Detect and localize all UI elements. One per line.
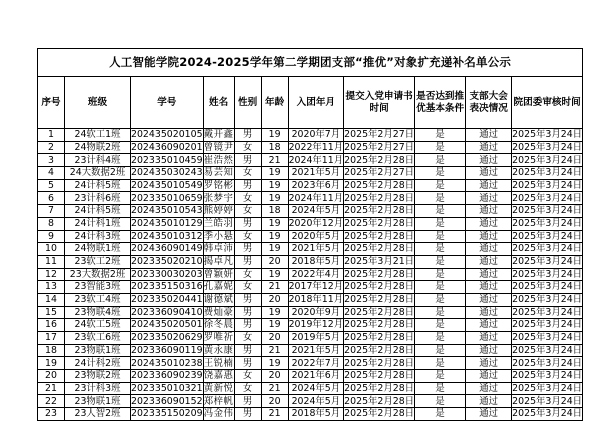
cell-age: 20 [261, 395, 288, 408]
table-body [38, 129, 583, 421]
cell-class: 24物联1班 [65, 243, 131, 256]
cell-name: 揭卓凡 [203, 256, 234, 268]
cell-name: 韩卓沛 [203, 243, 234, 255]
cell-application-date: 2025年2月28日 [344, 344, 415, 356]
cell-application-date: 2025年2月28日 [344, 357, 415, 369]
cell-class: 23物联1班 [65, 395, 131, 408]
table-row [38, 408, 583, 421]
cell-qualified: 是 [415, 217, 466, 230]
cell-student-id: 202435010543 [131, 205, 203, 217]
cell-name: 崔浩然 [203, 154, 234, 166]
cell-application-date: 2025年2月28日 [344, 154, 415, 166]
cell-gender: 男 [234, 129, 261, 142]
cell-review-date: 2025年3月24日 [512, 268, 583, 280]
cell-gender: 男 [234, 408, 261, 421]
table-row [38, 205, 583, 218]
cell-application-date: 2025年2月28日 [344, 332, 415, 344]
cell-age: 20 [261, 370, 288, 383]
cell-league-date: 2019年5月 [288, 332, 344, 345]
cell-seq: 21 [38, 382, 65, 395]
cell-vote-result: 通过 [466, 179, 512, 192]
cell-qualified: 是 [415, 395, 466, 408]
cell-league-date: 2018年5月 [288, 255, 344, 268]
table-row [38, 230, 583, 243]
cell-review-date: 2025年3月24日 [512, 370, 583, 382]
cell-vote-result: 通过 [466, 332, 512, 345]
table-row [38, 243, 583, 256]
cell-name: 兰皓羽 [203, 217, 234, 229]
cell-application-date: 2025年2月28日 [344, 294, 415, 306]
cell-class: 24软工1班 [65, 129, 131, 142]
cell-class: 24大数据2班 [65, 167, 131, 180]
cell-name: 徐冬晨 [203, 319, 234, 331]
cell-age: 18 [261, 141, 288, 154]
cell-student-id: 202336090410 [131, 306, 203, 318]
cell-application-date: 2025年2月28日 [344, 306, 415, 318]
cell-age: 21 [261, 382, 288, 395]
cell-student-id: 202335150316 [131, 281, 203, 293]
cell-application-date: 2025年2月28日 [344, 205, 415, 217]
cell-student-id: 202335150209 [131, 408, 203, 420]
cell-student-id: 202335010459 [131, 154, 203, 166]
cell-qualified: 是 [415, 357, 466, 370]
cell-league-date: 2020年12月 [288, 217, 344, 229]
cell-age: 21 [261, 344, 288, 357]
notice-sheet [37, 48, 583, 421]
cell-application-date: 2025年2月28日 [344, 230, 415, 242]
cell-league-date: 2022年11月 [288, 141, 344, 153]
cell-league-date: 2022年7月 [288, 357, 344, 370]
cell-league-date: 2021年5月 [288, 243, 344, 256]
cell-name: 曾颖妍 [203, 268, 234, 280]
cell-gender: 女 [234, 268, 261, 281]
cell-seq: 11 [38, 255, 65, 268]
cell-gender: 女 [234, 205, 261, 218]
cell-league-date: 2022年4月 [288, 268, 344, 281]
cell-seq: 13 [38, 281, 65, 294]
cell-student-id: 202335020441 [131, 294, 203, 306]
cell-review-date: 2025年3月24日 [512, 319, 583, 331]
cell-qualified: 是 [415, 344, 466, 357]
cell-seq: 16 [38, 319, 65, 332]
cell-seq: 15 [38, 306, 65, 319]
cell-application-date: 2025年2月28日 [344, 217, 415, 229]
cell-seq: 10 [38, 243, 65, 256]
cell-class: 23智能3班 [65, 281, 131, 294]
cell-qualified: 是 [415, 293, 466, 306]
cell-name: 季小悬 [203, 230, 234, 242]
cell-league-date: 2024年5月 [288, 382, 344, 395]
cell-age: 19 [261, 167, 288, 180]
cell-student-id: 202336090239 [131, 370, 203, 382]
cell-name: 郑梓帆 [203, 395, 234, 407]
cell-age: 21 [261, 408, 288, 421]
cell-name: 孔嘉妮 [203, 281, 234, 293]
cell-league-date: 2024年5月 [288, 205, 344, 218]
cell-application-date: 2025年2月28日 [344, 243, 415, 255]
cell-qualified: 是 [415, 408, 466, 421]
cell-age: 19 [261, 217, 288, 230]
cell-vote-result: 通过 [466, 243, 512, 256]
page-title: 人工智能学院2024-2025学年第二学期团支部“推优”对象扩充递补名单公示 [38, 49, 583, 77]
cell-name: 谢德斌 [203, 294, 234, 306]
cell-review-date: 2025年3月24日 [512, 243, 583, 255]
cell-league-date: 2023年6月 [288, 179, 344, 192]
cell-age: 21 [261, 281, 288, 294]
table-row [38, 370, 583, 383]
cell-application-date: 2025年2月28日 [344, 382, 415, 394]
cell-class: 23大数据2班 [65, 268, 131, 281]
cell-review-date: 2025年3月24日 [512, 129, 583, 141]
cell-review-date: 2025年3月24日 [512, 179, 583, 191]
table-row [38, 129, 583, 142]
cell-league-date: 2018年11月 [288, 294, 344, 306]
table-row [38, 293, 583, 306]
roster-table [37, 48, 583, 421]
cell-review-date: 2025年3月24日 [512, 167, 583, 179]
cell-qualified: 是 [415, 382, 466, 395]
cell-gender: 女 [234, 167, 261, 180]
cell-class: 24计科5班 [65, 179, 131, 192]
cell-age: 18 [261, 205, 288, 218]
table-row [38, 332, 583, 345]
cell-league-date: 2021年5月 [288, 344, 344, 357]
cell-name: 曾镜尹 [203, 141, 234, 153]
cell-application-date: 2025年2月27日 [344, 167, 415, 179]
cell-seq: 20 [38, 370, 65, 383]
cell-gender: 女 [234, 192, 261, 205]
table-row [38, 167, 583, 180]
table-row [38, 255, 583, 268]
cell-application-date: 2025年3月21日 [344, 256, 415, 268]
cell-class: 23物联2班 [65, 370, 131, 383]
cell-review-date: 2025年3月24日 [512, 217, 583, 229]
cell-age: 19 [261, 306, 288, 319]
table-row [38, 192, 583, 205]
column-header-league-date: 入团年月 [288, 77, 344, 129]
cell-gender: 女 [234, 281, 261, 294]
cell-student-id: 202436090149 [131, 243, 203, 255]
cell-review-date: 2025年3月24日 [512, 281, 583, 293]
cell-qualified: 是 [415, 370, 466, 383]
column-header-class: 班级 [65, 77, 131, 129]
cell-qualified: 是 [415, 255, 466, 268]
cell-seq: 19 [38, 357, 65, 370]
cell-class: 23软工4班 [65, 293, 131, 306]
cell-student-id: 202436090201 [131, 141, 203, 153]
cell-qualified: 是 [415, 129, 466, 142]
cell-gender: 男 [234, 217, 261, 230]
cell-review-date: 2025年3月24日 [512, 344, 583, 356]
cell-seq: 22 [38, 395, 65, 408]
cell-application-date: 2025年2月27日 [344, 141, 415, 153]
cell-gender: 男 [234, 243, 261, 256]
cell-class: 23人智2班 [65, 408, 131, 421]
cell-league-date: 2024年11月 [288, 154, 344, 166]
cell-league-date: 2021年6月 [288, 370, 344, 383]
cell-vote-result: 通过 [466, 395, 512, 408]
cell-age: 19 [261, 357, 288, 370]
cell-gender: 男 [234, 344, 261, 357]
cell-review-date: 2025年3月24日 [512, 332, 583, 344]
cell-vote-result: 通过 [466, 370, 512, 383]
cell-qualified: 是 [415, 179, 466, 192]
column-header-application-date: 提交入党申请书时间 [344, 77, 415, 129]
cell-class: 23计科6班 [65, 192, 131, 205]
cell-vote-result: 通过 [466, 205, 512, 218]
table-row [38, 179, 583, 192]
cell-name: 张梦宇 [203, 192, 234, 204]
cell-vote-result: 通过 [466, 281, 512, 294]
cell-gender: 男 [234, 179, 261, 192]
cell-qualified: 是 [415, 306, 466, 319]
table-row [38, 217, 583, 230]
cell-class: 24计科5班 [65, 205, 131, 218]
cell-class: 23物联1班 [65, 344, 131, 357]
cell-vote-result: 通过 [466, 408, 512, 421]
table-row [38, 357, 583, 370]
table-row [38, 344, 583, 357]
cell-student-id: 202335010659 [131, 192, 203, 204]
cell-student-id: 202330030203 [131, 268, 203, 280]
cell-age: 19 [261, 129, 288, 142]
cell-student-id: 202435010549 [131, 179, 203, 191]
table-row [38, 154, 583, 167]
cell-seq: 2 [38, 141, 65, 154]
cell-review-date: 2025年3月24日 [512, 306, 583, 318]
cell-application-date: 2025年2月28日 [344, 319, 415, 331]
cell-league-date: 2024年5月 [288, 395, 344, 408]
cell-application-date: 2025年2月28日 [344, 370, 415, 382]
cell-student-id: 202435020501 [131, 319, 203, 331]
cell-student-id: 202336090152 [131, 395, 203, 407]
cell-qualified: 是 [415, 154, 466, 167]
cell-vote-result: 通过 [466, 167, 512, 180]
column-header-vote-result: 支部大会表决情况 [466, 77, 512, 129]
cell-student-id: 202435010238 [131, 357, 203, 369]
cell-name: 饶嘉惠 [203, 370, 234, 382]
cell-review-date: 2025年3月24日 [512, 141, 583, 153]
cell-vote-result: 通过 [466, 154, 512, 167]
table-row [38, 268, 583, 281]
cell-student-id: 202435010129 [131, 217, 203, 229]
column-header-review-date: 院团委审核时间 [512, 77, 583, 129]
cell-name: 费灿豪 [203, 306, 234, 318]
cell-seq: 18 [38, 344, 65, 357]
cell-age: 19 [261, 192, 288, 205]
cell-seq: 17 [38, 332, 65, 345]
cell-review-date: 2025年3月24日 [512, 294, 583, 306]
cell-seq: 7 [38, 205, 65, 218]
cell-name: 罗铭彬 [203, 179, 234, 191]
column-header-seq: 序号 [38, 77, 65, 129]
cell-name: 黄永康 [203, 344, 234, 356]
cell-name: 易芸知 [203, 167, 234, 179]
column-header-name: 姓名 [203, 77, 234, 129]
cell-age: 19 [261, 179, 288, 192]
cell-seq: 14 [38, 293, 65, 306]
cell-student-id: 202336090119 [131, 344, 203, 356]
cell-vote-result: 通过 [466, 306, 512, 319]
cell-class: 23计科4班 [65, 154, 131, 167]
cell-gender: 女 [234, 370, 261, 383]
cell-review-date: 2025年3月24日 [512, 154, 583, 166]
table-row [38, 306, 583, 319]
cell-review-date: 2025年3月24日 [512, 357, 583, 369]
cell-gender: 男 [234, 319, 261, 332]
cell-age: 19 [261, 268, 288, 281]
table-row [38, 281, 583, 294]
cell-review-date: 2025年3月24日 [512, 192, 583, 204]
cell-application-date: 2025年2月28日 [344, 281, 415, 293]
table-header [38, 49, 583, 129]
cell-seq: 8 [38, 217, 65, 230]
cell-gender: 女 [234, 332, 261, 345]
cell-league-date: 2020年7月 [288, 129, 344, 142]
cell-gender: 男 [234, 293, 261, 306]
cell-league-date: 2018年5月 [288, 408, 344, 421]
table-row [38, 319, 583, 332]
cell-qualified: 是 [415, 243, 466, 256]
cell-review-date: 2025年3月24日 [512, 408, 583, 420]
cell-seq: 3 [38, 154, 65, 167]
cell-age: 21 [261, 154, 288, 167]
cell-age: 19 [261, 319, 288, 332]
cell-seq: 1 [38, 129, 65, 142]
cell-name: 罗唯祈 [203, 332, 234, 344]
cell-league-date: 2020年9月 [288, 306, 344, 319]
column-header-student-id: 学号 [131, 77, 204, 129]
cell-qualified: 是 [415, 192, 466, 205]
cell-gender: 女 [234, 141, 261, 154]
cell-vote-result: 通过 [466, 268, 512, 281]
cell-league-date: 2021年5月 [288, 167, 344, 180]
cell-vote-result: 通过 [466, 129, 512, 142]
cell-name: 黄新悦 [203, 382, 234, 394]
cell-class: 24计科1班 [65, 217, 131, 230]
cell-student-id: 202435010312 [131, 230, 203, 242]
cell-vote-result: 通过 [466, 344, 512, 357]
cell-student-id: 202435020105 [131, 129, 203, 141]
cell-age: 20 [261, 255, 288, 268]
cell-name: 熊婷婷 [203, 205, 234, 217]
cell-league-date: 2024年11月 [288, 192, 344, 204]
cell-vote-result: 通过 [466, 357, 512, 370]
cell-review-date: 2025年3月24日 [512, 395, 583, 407]
cell-seq: 6 [38, 192, 65, 205]
cell-vote-result: 通过 [466, 319, 512, 332]
cell-vote-result: 通过 [466, 230, 512, 243]
cell-seq: 4 [38, 167, 65, 180]
table-row [38, 395, 583, 408]
cell-application-date: 2025年2月28日 [344, 395, 415, 407]
cell-application-date: 2025年2月28日 [344, 408, 415, 420]
cell-league-date: 2020年5月 [288, 230, 344, 243]
cell-application-date: 2025年2月27日 [344, 129, 415, 141]
cell-review-date: 2025年3月24日 [512, 205, 583, 217]
cell-application-date: 2025年2月28日 [344, 179, 415, 191]
cell-class: 23计科3班 [65, 382, 131, 395]
cell-vote-result: 通过 [466, 217, 512, 230]
cell-class: 24计科3班 [65, 230, 131, 243]
cell-qualified: 是 [415, 141, 466, 154]
cell-qualified: 是 [415, 230, 466, 243]
cell-seq: 5 [38, 179, 65, 192]
cell-qualified: 是 [415, 167, 466, 180]
cell-class: 23软工2班 [65, 255, 131, 268]
cell-age: 19 [261, 243, 288, 256]
cell-gender: 男 [234, 395, 261, 408]
cell-age: 20 [261, 332, 288, 345]
cell-name: 王锐楠 [203, 357, 234, 369]
cell-class: 24计科2班 [65, 357, 131, 370]
cell-class: 24物联2班 [65, 141, 131, 154]
cell-age: 20 [261, 293, 288, 306]
column-header-gender: 性别 [234, 77, 261, 129]
cell-qualified: 是 [415, 332, 466, 345]
cell-qualified: 是 [415, 268, 466, 281]
cell-qualified: 是 [415, 205, 466, 218]
cell-class: 24软工5班 [65, 319, 131, 332]
cell-gender: 女 [234, 230, 261, 243]
cell-review-date: 2025年3月24日 [512, 256, 583, 268]
cell-application-date: 2025年2月28日 [344, 192, 415, 204]
cell-vote-result: 通过 [466, 382, 512, 395]
cell-qualified: 是 [415, 319, 466, 332]
column-header-row [38, 77, 583, 129]
cell-vote-result: 通过 [466, 141, 512, 154]
cell-gender: 男 [234, 154, 261, 167]
column-header-age: 年龄 [261, 77, 288, 129]
cell-review-date: 2025年3月24日 [512, 382, 583, 394]
cell-league-date: 2017年12月 [288, 281, 344, 293]
cell-name: 冯金伟 [203, 408, 234, 420]
cell-seq: 9 [38, 230, 65, 243]
cell-vote-result: 通过 [466, 255, 512, 268]
cell-qualified: 是 [415, 281, 466, 294]
cell-class: 23软工6班 [65, 332, 131, 345]
cell-gender: 男 [234, 255, 261, 268]
table-row [38, 141, 583, 154]
cell-name: 戴开鑫 [203, 129, 234, 141]
cell-application-date: 2025年2月28日 [344, 268, 415, 280]
cell-student-id: 202335020210 [131, 256, 203, 268]
cell-seq: 12 [38, 268, 65, 281]
cell-vote-result: 通过 [466, 293, 512, 306]
cell-gender: 女 [234, 382, 261, 395]
cell-league-date: 2019年12月 [288, 319, 344, 331]
cell-student-id: 202435030243 [131, 167, 203, 179]
cell-seq: 23 [38, 408, 65, 421]
cell-age: 19 [261, 230, 288, 243]
cell-student-id: 202335020629 [131, 332, 203, 344]
cell-class: 23物联4班 [65, 306, 131, 319]
cell-gender: 男 [234, 306, 261, 319]
cell-student-id: 202335010321 [131, 382, 203, 394]
table-row [38, 382, 583, 395]
cell-vote-result: 通过 [466, 192, 512, 205]
cell-review-date: 2025年3月24日 [512, 230, 583, 242]
cell-gender: 男 [234, 357, 261, 370]
column-header-qualified: 是否达到推优基本条件 [415, 77, 466, 129]
